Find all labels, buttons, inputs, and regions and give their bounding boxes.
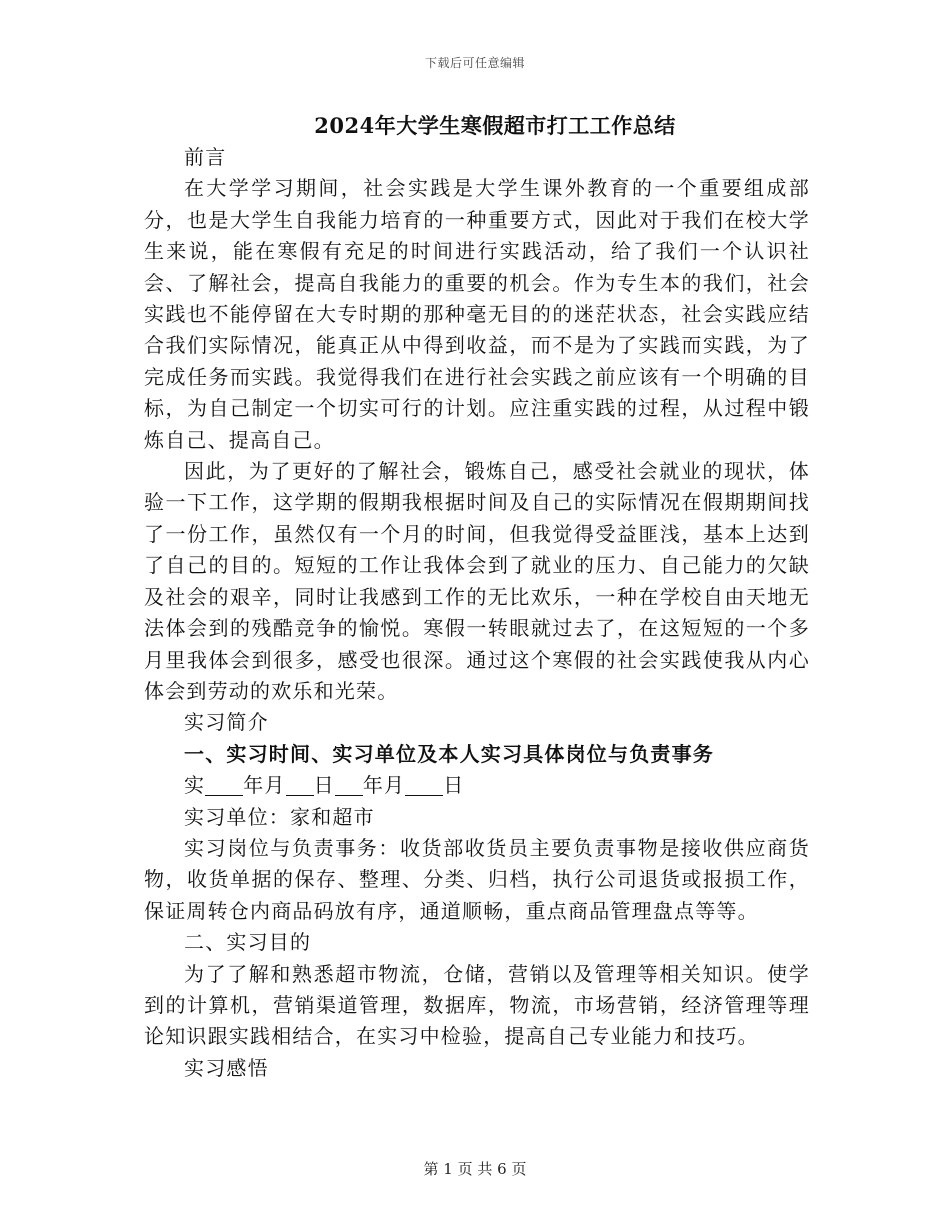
period-month1: 月	[264, 773, 286, 798]
period-year1: 年	[243, 773, 265, 798]
internship-duties-paragraph: 实习岗位与负责事务：收货部收货员主要负责事物是接收供应商货物，收货单据的保存、整理、分类、归档，执行公司退货或报损工作，保证周转仓内商品码放有序，通道顺畅，重点商品管理盘点等等。	[144, 835, 810, 923]
internship-unit-line: 实习单位：家和超市	[184, 804, 375, 829]
section-2-heading: 二、实习目的	[184, 930, 312, 955]
intro-heading: 实习简介	[184, 710, 269, 735]
header-note: 下载后可任意编辑	[424, 56, 525, 70]
day-blank-2	[405, 773, 443, 796]
period-day1: 日	[313, 773, 335, 798]
internship-period-line	[144, 770, 810, 801]
preface-paragraph-2: 因此，为了更好的了解社会，锻炼自己，感受社会就业的现状，体验一下工作，这学期的假期我根据时间及自己的实际情况在假期期间找了一份工作，虽然仅有一个月的时间，但我觉得受益匪浅，基本上达到了自己的目的。短短的工作让我体会到了就业的压力、自己能力的欠缺及社会的艰辛，同时让我感到工作的无比欢乐，一种在学校自由天地无法体会到的残酷竞争的愉悦。寒假一转眼就过去了，在这短短的一个多月里我体会到很多，感受也很深。通过这个寒假的社会实践使我从内心体会到劳动的欢乐和光荣。	[144, 459, 810, 703]
day-blank-1	[286, 773, 314, 796]
period-month2: 年月	[362, 773, 406, 798]
section-1-heading: 一、实习时间、实习单位及本人实习具体岗位与负责事务	[184, 741, 714, 766]
preface-paragraph-1: 在大学学习期间，社会实践是大学生课外教育的一个重要组成部分，也是大学生自我能力培育的一种重要方式，因此对于我们在校大学生来说，能在寒假有充足的时间进行实践活动，给了我们一个认识社会、了解社会，提高自我能力的重要的机会。作为专生本的我们，社会实践也不能停留在大专时期的那种毫无目的的迷茫状态，社会实践应结合我们实际情况，能真正从中得到收益，而不是为了实践而实践，为了完成任务而实践。我觉得我们在进行社会实践之前应该有一个明确的目标，为自己制定一个切实可行的计划。应注重实践的过程，从过程中锻炼自己、提高自己。	[144, 176, 810, 452]
document-body	[144, 142, 810, 1084]
period-day2: 日	[443, 773, 465, 798]
period-prefix: 实	[184, 773, 206, 798]
page-footer: 第 1 页 共 6 页	[423, 1160, 527, 1178]
year-blank	[205, 773, 243, 796]
reflection-heading: 实习感悟	[184, 1055, 269, 1080]
document-title: 2024年大学生寒假超市打工工作总结	[314, 113, 676, 138]
purpose-paragraph: 为了了解和熟悉超市物流，仓储，营销以及管理等相关知识。使学到的计算机，营销渠道管理，数据库，物流，市场营销，经济管理等理论知识跟实践相结合，在实习中检验，提高自己专业能力和技巧。	[144, 961, 810, 1049]
preface-heading: 前言	[184, 145, 227, 169]
year-blank-2	[335, 773, 363, 796]
